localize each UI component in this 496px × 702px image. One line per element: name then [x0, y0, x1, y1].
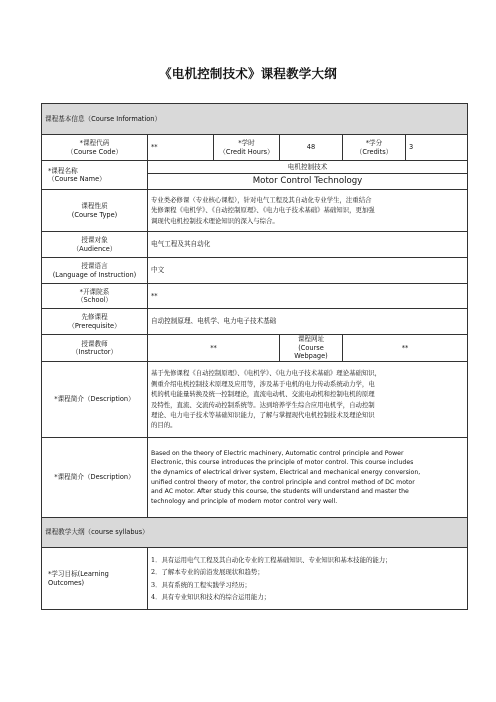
- description-cn-text: 基于先修课程《自动控制原理》、《电机学》、《电力电子技术基础》理论基础知识， 侧重介绍电机控制技术原理及应用等，涉及基于电机的电力传动系统动力学，电 机的机电能量转换及统一控制理论，直流电动机、交流电动机和控制电机的原理 及特性，直流、交流传动控制系统等。达到培养学生综合应用电机学，自动控制 理论、电力电子技术等基础知识能力，了解与掌握现代电机控制技术及理论知识 的目的。: [148, 362, 468, 438]
- course-name-label: *课程名称 （Course Name）: [42, 161, 148, 190]
- course-info-table: [41, 103, 468, 610]
- instructor-value: **: [148, 335, 280, 362]
- course-code-label: *课程代码 （Course Code）: [42, 135, 148, 161]
- school-label: *开课院系 （School）: [42, 284, 148, 309]
- prerequisite-label: 先修课程 （Prerequisite）: [42, 309, 148, 335]
- course-name-cn: 电机控制技术: [148, 161, 468, 174]
- list-item: 1．具有运用电气工程及其自动化专业的工程基础知识、专业知识和基本技能的能力；: [151, 555, 392, 564]
- language-label: 授课语言 (Language of Instruction): [42, 258, 148, 284]
- list-item: 3．具有系统的工程实践学习经历；: [151, 580, 251, 589]
- row-description-en: [42, 438, 468, 518]
- page-title: 《电机控制技术》课程教学大纲: [159, 66, 337, 81]
- course-type-value: 专业类必修课（专业核心课程），针对电气工程及其自动化专业学生，注重结合 先修课程《电机学》、《自动控制原理》、《电力电子技术基础》基础知识，更加强 调现代电机控制技术理论知识的深入与综合。: [148, 190, 468, 232]
- description-cn-label: *课程简介（Description）: [42, 362, 148, 438]
- row-prerequisite: [42, 309, 468, 335]
- school-value: **: [148, 284, 468, 309]
- audience-label: 授课对象 （Audience）: [42, 232, 148, 258]
- learning-outcomes-label: *学习目标(Learning Outcomes): [42, 548, 148, 610]
- language-value: 中文: [148, 258, 468, 284]
- course-code-value: **: [148, 135, 214, 161]
- section-row-syllabus: [42, 518, 468, 548]
- instructor-label: 授课教师 （Instructor）: [42, 335, 148, 362]
- section-header-syllabus: 课程教学大纲（course syllabus）: [42, 518, 468, 548]
- course-type-label: 课程性质 (Course Type): [42, 190, 148, 232]
- section-row-course-info: [42, 104, 468, 135]
- row-audience: [42, 232, 468, 258]
- description-en-label: *课程简介（Description）: [42, 438, 148, 518]
- audience-value: 电气工程及其自动化: [148, 232, 468, 258]
- section-header-course-info: 课程基本信息（Course Information）: [42, 104, 468, 135]
- row-language: [42, 258, 468, 284]
- row-learning-outcomes: [42, 548, 468, 610]
- description-en-text: Based on the theory of Electric machinery, Automatic control principle and Power Electronic, this course introduces the principle of motor control. This course includes the dynamics of electrical driver system, Electrical and mechanical energy conversion, unified control theory of motor, the control principle and control method of DC motor and AC motor. After study this course, the students will understand and master the technology and principle of modern motor control very well.: [148, 438, 468, 518]
- credit-hours-value: 48: [280, 135, 343, 161]
- credit-hours-label: *学时 （Credit Hours）: [214, 135, 280, 161]
- row-instructor-webpage: [42, 335, 468, 362]
- course-name-en: Motor Control Technology: [148, 174, 468, 190]
- row-description-cn: [42, 362, 468, 438]
- learning-outcomes-list: [148, 548, 468, 610]
- row-code-hours-credits: [42, 135, 468, 161]
- credits-value: 3: [406, 135, 468, 161]
- list-item: 2．了解本专业的前沿发展现状和趋势；: [151, 568, 264, 577]
- list-item: 4．具有专业知识和技术的综合运用能力；: [151, 592, 271, 601]
- webpage-value: **: [343, 335, 468, 362]
- row-school: [42, 284, 468, 309]
- row-course-name-cn: [42, 161, 468, 174]
- prerequisite-value: 自动控制原理、电机学、电力电子技术基础: [148, 309, 468, 335]
- row-course-type: [42, 190, 468, 232]
- credits-label: *学分 （Credits）: [343, 135, 406, 161]
- webpage-label: 课程网址 (Course Webpage): [280, 335, 343, 362]
